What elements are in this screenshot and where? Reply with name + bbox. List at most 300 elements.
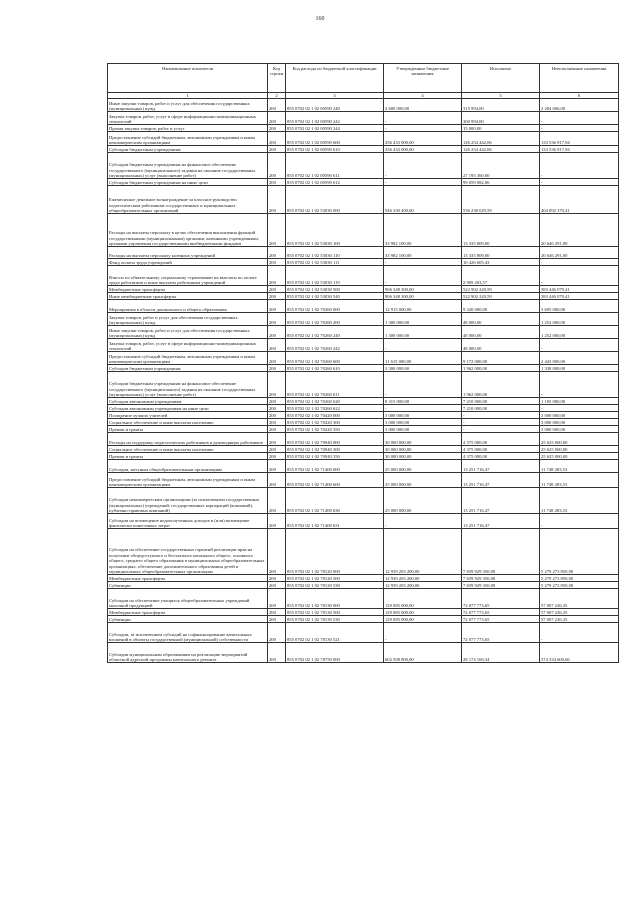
row-approved-cell: - xyxy=(384,623,462,643)
row-name-cell: Субвенции xyxy=(108,582,268,589)
row-name-cell: Субсидии бюджетным учреждениям на финансовое обеспечение государственного (муниципального) задания на оказание государственных (муниципальных) услуг (выполнение работ) xyxy=(108,153,268,179)
row-budget-code-cell: 855 0702 02 1 02 78130 500 xyxy=(286,609,384,616)
row-approved-cell: 30 000 000,00 xyxy=(384,433,462,446)
row-name-cell: Фонд оплаты труда учреждений xyxy=(108,259,268,266)
row-unexecuted-cell: 25 625 000,00 xyxy=(540,446,619,453)
row-name-cell: Межбюджетные трансферты xyxy=(108,575,268,582)
row-unexecuted-cell: - xyxy=(540,623,619,643)
row-unexecuted-cell: - xyxy=(540,339,619,352)
row-executed-cell: 522 902 220,59 xyxy=(462,286,540,293)
row-executed-cell: 48 000,00 xyxy=(462,339,540,352)
table-row xyxy=(108,247,619,259)
row-approved-cell: 3 000 000,00 xyxy=(384,426,462,433)
row-budget-code-cell: 855 0702 02 1 02 00590 612 xyxy=(286,179,384,186)
table-row xyxy=(108,179,619,186)
row-line-code-cell: 200 xyxy=(268,112,286,125)
row-approved-cell: 33 982 100,00 xyxy=(384,247,462,259)
row-executed-cell: 9 320 000,00 xyxy=(462,300,540,313)
row-line-code-cell: 200 xyxy=(268,259,286,266)
row-budget-code-cell: 855 0702 02 1 02 78130 000 xyxy=(286,589,384,609)
row-line-code-cell: 200 xyxy=(268,132,286,146)
row-unexecuted-cell: - xyxy=(540,405,619,412)
row-budget-code-cell: 855 0702 02 1 02 00590 600 xyxy=(286,132,384,146)
row-budget-code-cell: 855 0702 02 1 02 78120 000 xyxy=(286,529,384,575)
table-row xyxy=(108,529,619,575)
row-budget-code-cell: 855 0702 02 1 02 70420 300 xyxy=(286,419,384,426)
row-approved-cell: 906 348 300,00 xyxy=(384,286,462,293)
row-executed-cell: 7 659 929 350,00 xyxy=(462,582,540,589)
row-unexecuted-cell: 57 007 226,35 xyxy=(540,616,619,623)
row-name-cell: Поощрение лучших учителей xyxy=(108,412,268,419)
row-approved-cell: - xyxy=(384,112,462,125)
row-budget-code-cell: 855 0702 02 1 02 70260 000 xyxy=(286,300,384,313)
row-executed-cell: 99 059 082,06 xyxy=(462,179,540,186)
row-budget-code-cell: 855 0702 02 1 02 00590 610 xyxy=(286,146,384,153)
row-budget-code-cell: 855 0702 02 1 02 53030 100 xyxy=(286,214,384,247)
column-number: 3 xyxy=(286,93,384,99)
row-unexecuted-cell: 2 284 006,00 xyxy=(540,99,619,112)
table-row xyxy=(108,405,619,412)
row-name-cell: Социальное обеспечение и иные выплаты населению xyxy=(108,446,268,453)
row-approved-cell: - xyxy=(384,372,462,398)
row-approved-cell: 3 000 000,00 xyxy=(384,419,462,426)
row-budget-code-cell: 855 0702 02 1 02 53030 110 xyxy=(286,247,384,259)
table-row xyxy=(108,426,619,433)
row-executed-cell: - xyxy=(462,412,540,419)
row-executed-cell: 7 659 929 350,00 xyxy=(462,529,540,575)
row-approved-cell: 8 315 000,00 xyxy=(384,398,462,405)
row-name-cell: Расходы на поддержку педагогических работников и руководящих работников xyxy=(108,433,268,446)
row-approved-cell: 256 433 000,00 xyxy=(384,132,462,146)
row-name-cell: Межбюджетные трансферты xyxy=(108,286,268,293)
table-row xyxy=(108,352,619,365)
table-row xyxy=(108,186,619,214)
row-name-cell: Субсидии автономным учреждениям xyxy=(108,398,268,405)
table-row xyxy=(108,412,619,419)
column-number: 6 xyxy=(540,93,619,99)
row-approved-cell: 11 615 000,00 xyxy=(384,352,462,365)
row-budget-code-cell: 855 0702 02 1 02 70260 611 xyxy=(286,372,384,398)
row-approved-cell: - xyxy=(384,179,462,186)
row-budget-code-cell: 855 0702 02 1 02 53030 000 xyxy=(286,186,384,214)
row-line-code-cell: 200 xyxy=(268,146,286,153)
row-name-cell: Расходы на выплаты персоналу в целях обеспечения выполнения функций государственными (муниципальными) органами, казенными учреждениями, органами управления государственными внебюджетными фондами xyxy=(108,214,268,247)
row-budget-code-cell: 855 0702 02 1 02 00590 240 xyxy=(286,99,384,112)
row-line-code-cell: 200 xyxy=(268,125,286,132)
row-line-code-cell: 200 xyxy=(268,529,286,575)
row-unexecuted-cell: 3 000 000,00 xyxy=(540,412,619,419)
row-executed-cell: 13 335 809,00 xyxy=(462,214,540,247)
row-line-code-cell: 200 xyxy=(268,433,286,446)
row-approved-cell: 1 300 000,00 xyxy=(384,313,462,326)
row-name-cell: Межбюджетные трансферты xyxy=(108,609,268,616)
row-budget-code-cell: 855 0702 02 1 02 53030 540 xyxy=(286,293,384,300)
row-name-cell: Закупка товаров, работ, услуг в сфере информационно-коммуникационных технологий xyxy=(108,339,268,352)
header-budget-code: Код расхода по бюджетной классификации xyxy=(286,64,384,93)
row-executed-cell: 9 172 000,00 xyxy=(462,352,540,365)
row-executed-cell: 27 195 360,00 xyxy=(462,153,540,179)
row-unexecuted-cell: 11 748 283,53 xyxy=(540,460,619,473)
row-approved-cell: 129 085 000,00 xyxy=(384,589,462,609)
row-line-code-cell: 200 xyxy=(268,313,286,326)
row-unexecuted-cell: - xyxy=(540,112,619,125)
row-approved-cell: 256 433 000,00 xyxy=(384,146,462,153)
row-executed-cell: 15 000,00 xyxy=(462,125,540,132)
row-approved-cell: 33 982 100,00 xyxy=(384,214,462,247)
row-approved-cell: - xyxy=(384,266,462,286)
row-unexecuted-cell: 574 334 600,66 xyxy=(540,643,619,663)
row-unexecuted-cell: 383 446 079,41 xyxy=(540,286,619,293)
row-line-code-cell: 200 xyxy=(268,609,286,616)
row-unexecuted-cell: 5 279 273 850,00 xyxy=(540,529,619,575)
table-row xyxy=(108,313,619,326)
row-approved-cell: 602 508 800,00 xyxy=(384,643,462,663)
column-number: 1 xyxy=(108,93,268,99)
row-unexecuted-cell: - xyxy=(540,125,619,132)
table-row xyxy=(108,99,619,112)
row-name-cell: Мероприятия в области дошкольного и общего образования xyxy=(108,300,268,313)
row-approved-cell: 12 939 203 200,00 xyxy=(384,575,462,582)
row-line-code-cell: 200 xyxy=(268,412,286,419)
row-line-code-cell: 200 xyxy=(268,352,286,365)
column-number: 2 xyxy=(268,93,286,99)
column-number: 5 xyxy=(462,93,540,99)
row-line-code-cell: 200 xyxy=(268,453,286,460)
row-executed-cell: 72 077 773,65 xyxy=(462,589,540,609)
row-executed-cell: 28 174 169,34 xyxy=(462,643,540,663)
row-line-code-cell: 200 xyxy=(268,99,286,112)
row-executed-cell: 13 251 716,47 xyxy=(462,460,540,473)
row-executed-cell: 7 210 000,00 xyxy=(462,405,540,412)
row-executed-cell: 13 251 716,47 xyxy=(462,514,540,529)
table-row xyxy=(108,582,619,589)
row-line-code-cell: 200 xyxy=(268,426,286,433)
table-row xyxy=(108,112,619,125)
row-executed-cell: 4 375 000,00 xyxy=(462,433,540,446)
row-name-cell: Иные межбюджетные трансферты xyxy=(108,293,268,300)
row-executed-cell: 7 210 000,00 xyxy=(462,398,540,405)
header-line-code: Код строки xyxy=(268,64,286,93)
row-executed-cell: 72 077 773,65 xyxy=(462,609,540,616)
row-line-code-cell: 200 xyxy=(268,460,286,473)
row-budget-code-cell: 855 0702 02 1 02 70260 200 xyxy=(286,313,384,326)
row-line-code-cell: 200 xyxy=(268,623,286,643)
row-executed-cell: 4 375 000,00 xyxy=(462,453,540,460)
row-budget-code-cell: 855 0702 02 1 02 70420 350 xyxy=(286,426,384,433)
row-budget-code-cell: 855 0702 02 1 02 78120 500 xyxy=(286,575,384,582)
row-budget-code-cell: 855 0702 02 1 02 70260 242 xyxy=(286,339,384,352)
row-line-code-cell: 200 xyxy=(268,398,286,405)
row-line-code-cell: 200 xyxy=(268,365,286,372)
row-approved-cell: - xyxy=(384,405,462,412)
row-name-cell: Премии и гранты xyxy=(108,426,268,433)
row-name-cell: Расходы на выплаты персоналу казенных учреждений xyxy=(108,247,268,259)
page-number: 160 xyxy=(315,16,325,22)
row-name-cell: Предоставление субсидий бюджетным, автономным учреждениям и иным некоммерческим организациям xyxy=(108,352,268,365)
table-row xyxy=(108,575,619,582)
row-line-code-cell: 200 xyxy=(268,339,286,352)
row-line-code-cell: 200 xyxy=(268,575,286,582)
row-unexecuted-cell: 133 536 917,94 xyxy=(540,132,619,146)
table-row xyxy=(108,146,619,153)
table-row xyxy=(108,643,619,663)
row-name-cell: Субсидии бюджетным учреждениям xyxy=(108,146,268,153)
row-line-code-cell: 200 xyxy=(268,514,286,529)
row-unexecuted-cell: 11 748 283,53 xyxy=(540,473,619,488)
row-executed-cell: 126 254 442,06 xyxy=(462,146,540,153)
table-row xyxy=(108,616,619,623)
row-line-code-cell: 200 xyxy=(268,153,286,179)
row-name-cell: Субсидии на обеспечение учащихся общеобразовательных учреждений молочной продукцией xyxy=(108,589,268,609)
row-approved-cell: 12 915 000,00 xyxy=(384,300,462,313)
row-executed-cell: 72 077 773,65 xyxy=(462,616,540,623)
column-number: 4 xyxy=(384,93,462,99)
row-unexecuted-cell: 25 625 000,00 xyxy=(540,433,619,446)
row-budget-code-cell: 855 0702 02 1 02 71400 630 xyxy=(286,488,384,514)
header-approved: Утвержденные бюджетные назначения xyxy=(384,64,462,93)
row-line-code-cell: 200 xyxy=(268,247,286,259)
row-budget-code-cell: 855 0702 02 1 02 70260 600 xyxy=(286,352,384,365)
row-budget-code-cell: 855 0702 02 1 02 00590 242 xyxy=(286,112,384,125)
header-executed: Исполнено xyxy=(462,64,540,93)
table-row xyxy=(108,153,619,179)
row-name-cell: Закупка товаров, работ, услуг в сфере информационно-коммуникационных технологий xyxy=(108,112,268,125)
row-budget-code-cell: 855 0702 02 1 02 70260 240 xyxy=(286,326,384,339)
row-approved-cell: 3 000 000,00 xyxy=(384,412,462,419)
row-budget-code-cell: 855 0702 02 1 02 53030 111 xyxy=(286,259,384,266)
row-budget-code-cell: 855 0702 02 1 02 70260 620 xyxy=(286,398,384,405)
table-row xyxy=(108,488,619,514)
row-budget-code-cell: 855 0702 02 1 02 00590 244 xyxy=(286,125,384,132)
row-budget-code-cell: 855 0702 02 1 02 78750 000 xyxy=(286,643,384,663)
row-executed-cell: 300 994,00 xyxy=(462,112,540,125)
table-row xyxy=(108,419,619,426)
row-name-cell: Ежемесячное денежное вознаграждение за классное руководство педагогическим работникам государственных и муниципальных общеобразовательных организаций xyxy=(108,186,268,214)
row-executed-cell: 13 251 716,47 xyxy=(462,473,540,488)
row-unexecuted-cell: 3 000 000,00 xyxy=(540,419,619,426)
row-budget-code-cell: 855 0702 02 1 02 00590 611 xyxy=(286,153,384,179)
row-unexecuted-cell: 383 446 079,41 xyxy=(540,293,619,300)
row-executed-cell: 72 077 773,65 xyxy=(462,623,540,643)
table-row xyxy=(108,460,619,473)
row-name-cell: Премии и гранты xyxy=(108,453,268,460)
budget-execution-table xyxy=(107,63,619,663)
row-unexecuted-cell: 5 279 273 850,00 xyxy=(540,582,619,589)
row-executed-cell: 13 335 809,00 xyxy=(462,247,540,259)
row-name-cell: Взносы по обязательному социальному страхованию на выплаты по оплате труда работников и иные выплаты работникам учреждений xyxy=(108,266,268,286)
table-row xyxy=(108,623,619,643)
row-name-cell: Иные закупки товаров, работ и услуг для обеспечения государственных (муниципальных) нужд xyxy=(108,326,268,339)
row-line-code-cell: 200 xyxy=(268,214,286,247)
row-executed-cell: 315 994,00 xyxy=(462,99,540,112)
row-budget-code-cell: 855 0702 02 1 02 70940 350 xyxy=(286,453,384,460)
row-line-code-cell: 200 xyxy=(268,582,286,589)
row-unexecuted-cell: 1 338 000,00 xyxy=(540,365,619,372)
row-budget-code-cell: 855 0702 02 1 02 70260 622 xyxy=(286,405,384,412)
table-row xyxy=(108,453,619,460)
row-approved-cell: 25 000 000,00 xyxy=(384,488,462,514)
row-budget-code-cell: 855 0702 02 1 02 53030 500 xyxy=(286,286,384,293)
row-budget-code-cell: 855 0702 02 1 02 78130 530 xyxy=(286,616,384,623)
row-name-cell: Субсидии муниципальным образованиям на реализацию мероприятий областной адресной программы капитального ремонта xyxy=(108,643,268,663)
row-unexecuted-cell: - xyxy=(540,266,619,286)
row-unexecuted-cell: 20 646 291,00 xyxy=(540,214,619,247)
row-name-cell: Субсидии бюджетным учреждениям xyxy=(108,365,268,372)
row-budget-code-cell: 855 0702 02 1 02 78130 521 xyxy=(286,623,384,643)
row-line-code-cell: 200 xyxy=(268,266,286,286)
table-header-row xyxy=(108,64,619,93)
table-row xyxy=(108,266,619,286)
row-unexecuted-cell: 11 748 283,53 xyxy=(540,488,619,514)
row-line-code-cell: 200 xyxy=(268,293,286,300)
table-row xyxy=(108,589,619,609)
table-row xyxy=(108,132,619,146)
row-approved-cell: 12 939 203 200,00 xyxy=(384,582,462,589)
row-unexecuted-cell: 25 625 000,00 xyxy=(540,453,619,460)
row-line-code-cell: 200 xyxy=(268,589,286,609)
row-line-code-cell: 200 xyxy=(268,473,286,488)
row-unexecuted-cell: 20 646 291,00 xyxy=(540,247,619,259)
row-executed-cell: 1 962 000,00 xyxy=(462,365,540,372)
row-approved-cell: 906 348 300,00 xyxy=(384,293,462,300)
row-unexecuted-cell: - xyxy=(540,179,619,186)
row-approved-cell: 25 000 000,00 xyxy=(384,460,462,473)
table-body xyxy=(108,99,619,663)
row-approved-cell: 30 000 000,00 xyxy=(384,446,462,453)
table-row xyxy=(108,365,619,372)
row-approved-cell: - xyxy=(384,514,462,529)
row-executed-cell: 536 238 029,59 xyxy=(462,186,540,214)
row-budget-code-cell: 855 0702 02 1 02 70420 000 xyxy=(286,412,384,419)
row-approved-cell: 12 939 203 200,00 xyxy=(384,529,462,575)
row-name-cell: Субсидии, за исключением субсидий на софинансирование капитальных вложений в объекты государственной (муниципальной) собственности xyxy=(108,623,268,643)
table-row xyxy=(108,433,619,446)
row-name-cell: Иные закупки товаров, работ и услуг для обеспечения государственных (муниципальных) нужд xyxy=(108,99,268,112)
row-budget-code-cell: 855 0702 02 1 02 71400 600 xyxy=(286,473,384,488)
table-row xyxy=(108,293,619,300)
header-unexecuted: Неисполненные назначения xyxy=(540,64,619,93)
row-executed-cell: 522 902 220,59 xyxy=(462,293,540,300)
row-line-code-cell: 200 xyxy=(268,186,286,214)
row-executed-cell: 1 962 000,00 xyxy=(462,372,540,398)
row-name-cell: Предоставление субсидий бюджетным, автономным учреждениям и иным некоммерческим организациям xyxy=(108,132,268,146)
row-approved-cell: 946 330 400,00 xyxy=(384,186,462,214)
row-name-cell: Субсидии бюджетным учреждениям на финансовое обеспечение государственного (муниципального) задания на оказание государственных (муниципальных) услуг (выполнение работ) xyxy=(108,372,268,398)
row-unexecuted-cell: 3 000 000,00 xyxy=(540,426,619,433)
row-approved-cell: 1 300 000,00 xyxy=(384,326,462,339)
row-unexecuted-cell: - xyxy=(540,259,619,266)
row-unexecuted-cell: 133 536 917,94 xyxy=(540,146,619,153)
row-name-cell: Субсидии автономным учреждениям на иные цели xyxy=(108,405,268,412)
row-unexecuted-cell: 5 279 273 850,00 xyxy=(540,575,619,582)
row-unexecuted-cell: 1 105 000,00 xyxy=(540,398,619,405)
row-budget-code-cell: 855 0702 02 1 02 53030 119 xyxy=(286,266,384,286)
row-executed-cell: 7 659 929 350,00 xyxy=(462,575,540,582)
row-budget-code-cell: 855 0702 02 1 02 70940 000 xyxy=(286,433,384,446)
row-unexecuted-cell: 1 252 000,00 xyxy=(540,326,619,339)
row-budget-code-cell: 855 0702 02 1 02 70940 300 xyxy=(286,446,384,453)
table-row xyxy=(108,398,619,405)
row-line-code-cell: 200 xyxy=(268,300,286,313)
table-row xyxy=(108,609,619,616)
row-line-code-cell: 200 xyxy=(268,179,286,186)
row-unexecuted-cell: 1 252 000,00 xyxy=(540,313,619,326)
row-line-code-cell: 200 xyxy=(268,419,286,426)
row-executed-cell: 4 375 000,00 xyxy=(462,446,540,453)
row-line-code-cell: 200 xyxy=(268,488,286,514)
row-approved-cell: 129 085 000,00 xyxy=(384,609,462,616)
row-name-cell: Закупка товаров, работ и услуг для обеспечения государственных (муниципальных) нужд xyxy=(108,313,268,326)
row-line-code-cell: 200 xyxy=(268,372,286,398)
table-row xyxy=(108,259,619,266)
table-row xyxy=(108,286,619,293)
row-budget-code-cell: 855 0702 02 1 02 71400 000 xyxy=(286,460,384,473)
row-name-cell: Социальное обеспечение и иные выплаты населению xyxy=(108,419,268,426)
row-executed-cell: 10 426 605,43 xyxy=(462,259,540,266)
row-line-code-cell: 200 xyxy=(268,286,286,293)
header-name: Наименование показателя xyxy=(108,64,268,93)
table-row xyxy=(108,125,619,132)
row-unexecuted-cell: 404 092 370,41 xyxy=(540,186,619,214)
row-unexecuted-cell: - xyxy=(540,372,619,398)
row-approved-cell: - xyxy=(384,125,462,132)
row-budget-code-cell: 855 0702 02 1 02 71400 631 xyxy=(286,514,384,529)
row-executed-cell: 48 000,00 xyxy=(462,326,540,339)
row-executed-cell: 126 254 442,06 xyxy=(462,132,540,146)
row-name-cell: Субсидии, местным общеобразовательным организациям xyxy=(108,460,268,473)
row-approved-cell: 30 000 000,00 xyxy=(384,453,462,460)
row-unexecuted-cell: 3 695 000,00 xyxy=(540,300,619,313)
row-executed-cell: 48 000,00 xyxy=(462,313,540,326)
row-line-code-cell: 200 xyxy=(268,643,286,663)
row-approved-cell: 25 000 000,00 xyxy=(384,473,462,488)
row-unexecuted-cell: 57 007 226,35 xyxy=(540,609,619,616)
row-line-code-cell: 200 xyxy=(268,616,286,623)
table-row xyxy=(108,473,619,488)
row-executed-cell: - xyxy=(462,426,540,433)
table-row xyxy=(108,300,619,313)
row-line-code-cell: 200 xyxy=(268,326,286,339)
row-line-code-cell: 200 xyxy=(268,405,286,412)
table-row xyxy=(108,326,619,339)
row-unexecuted-cell: 2 443 000,00 xyxy=(540,352,619,365)
table-row xyxy=(108,339,619,352)
row-unexecuted-cell: 57 007 226,35 xyxy=(540,589,619,609)
row-approved-cell: 2 600 000,00 xyxy=(384,99,462,112)
row-budget-code-cell: 855 0702 02 1 02 78120 530 xyxy=(286,582,384,589)
row-name-cell: Субвенции xyxy=(108,616,268,623)
row-executed-cell: 13 251 716,47 xyxy=(462,488,540,514)
table-row xyxy=(108,372,619,398)
row-name-cell: Прочая закупка товаров, работ и услуг xyxy=(108,125,268,132)
row-approved-cell: - xyxy=(384,259,462,266)
row-name-cell: Субсидии бюджетным учреждениям на иные цели xyxy=(108,179,268,186)
row-name-cell: Субсидии на возмещение недополученных доходов и (или) возмещение фактически понесенных затрат xyxy=(108,514,268,529)
row-line-code-cell: 200 xyxy=(268,446,286,453)
table-row xyxy=(108,446,619,453)
row-name-cell: Субсидии на обеспечение государственных гарантий реализации прав на получение общедоступного и бесплатного начального общего, основного общего, среднего общего образования в муниципальных общеобразовательных организациях, обеспечение дополнительного образования детей в муниципальных общеобразовательных организациях xyxy=(108,529,268,575)
row-name-cell: Предоставление субсидий бюджетным, автономным учреждениям и иным некоммерческим организациям xyxy=(108,473,268,488)
row-approved-cell: 129 085 000,00 xyxy=(384,616,462,623)
row-approved-cell: - xyxy=(384,339,462,352)
row-executed-cell: - xyxy=(462,419,540,426)
row-unexecuted-cell: - xyxy=(540,153,619,179)
row-approved-cell: - xyxy=(384,153,462,179)
row-unexecuted-cell: - xyxy=(540,514,619,529)
table-row xyxy=(108,514,619,529)
table-row xyxy=(108,214,619,247)
row-approved-cell: 3 300 000,00 xyxy=(384,365,462,372)
